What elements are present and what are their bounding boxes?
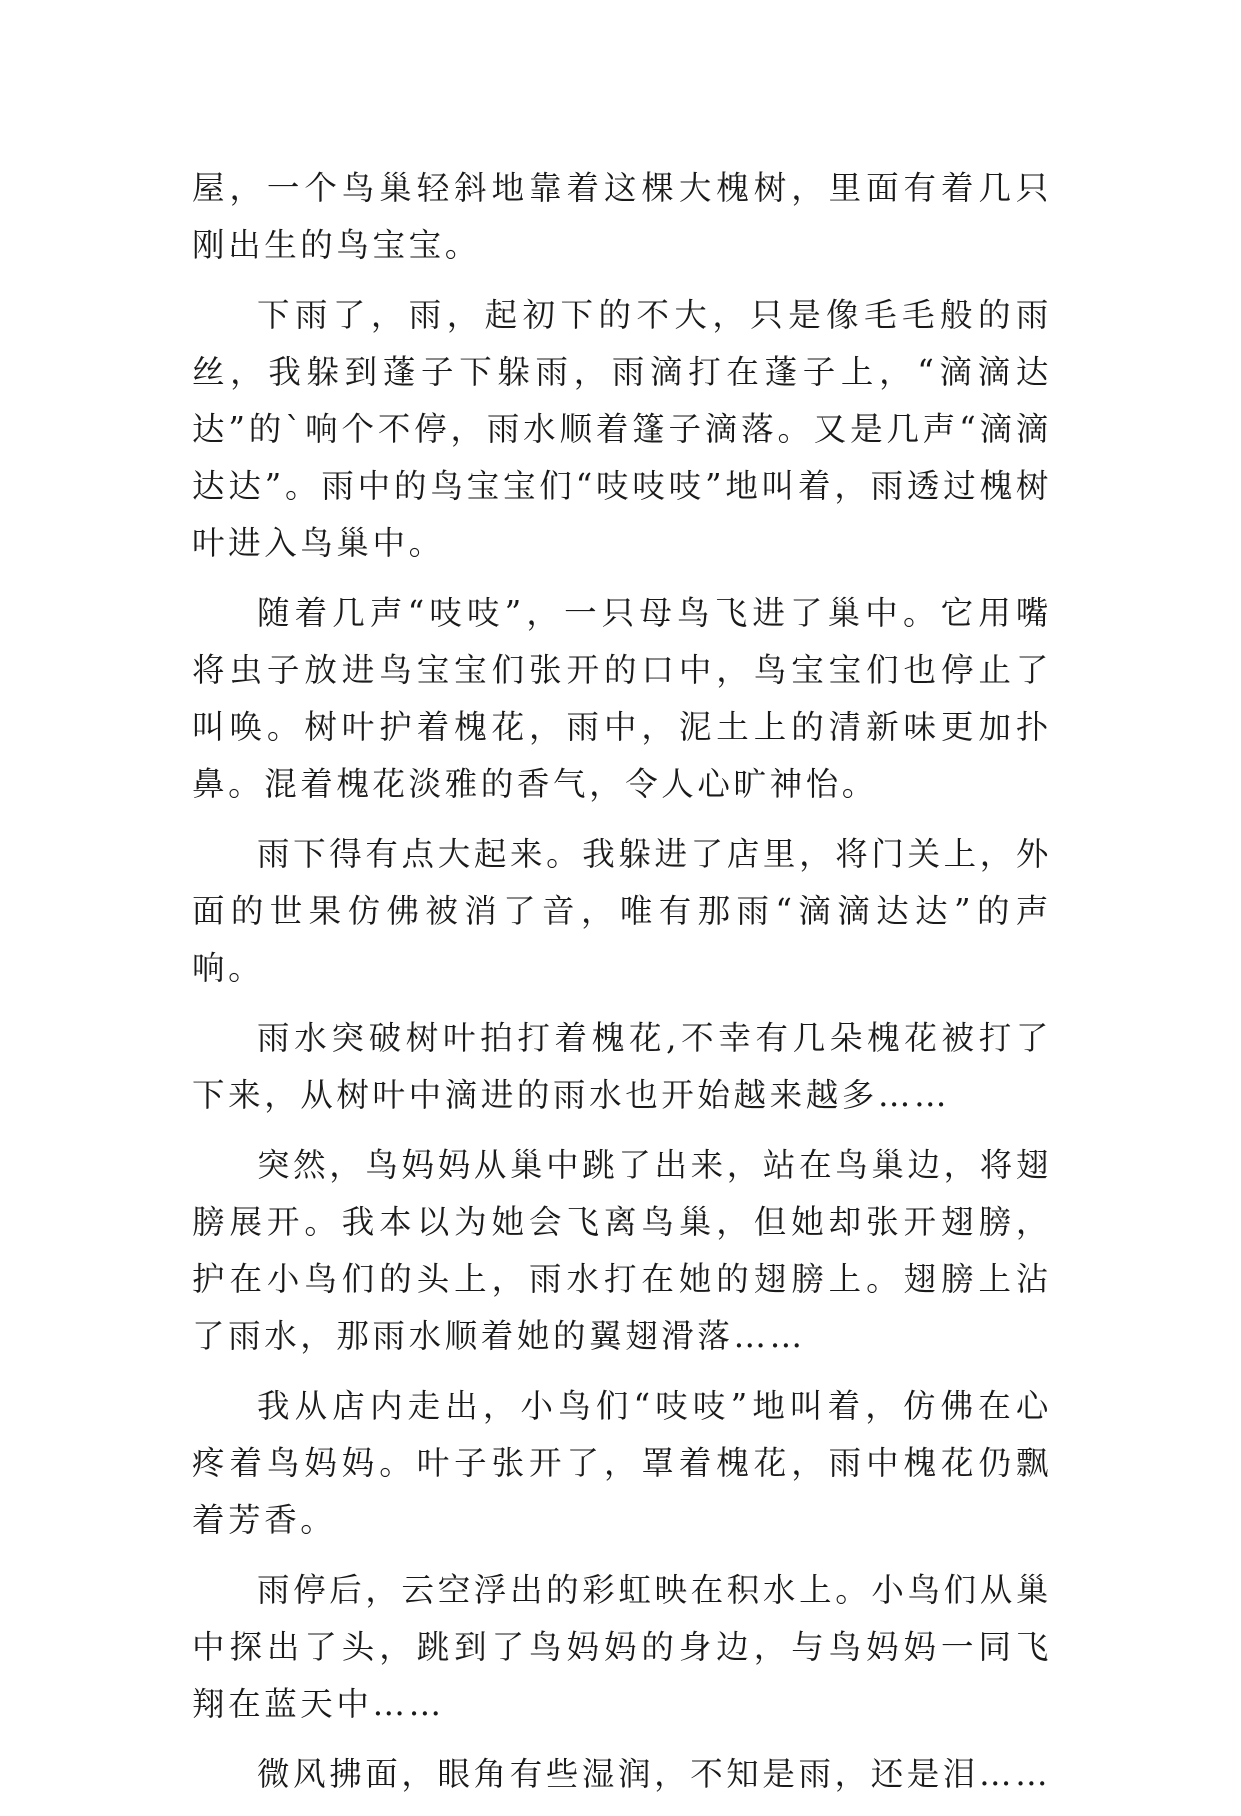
paragraph-7: 我从店内走出，小鸟们“吱吱”地叫着，仿佛在心疼着鸟妈妈。叶子张开了，罩着槐花，雨中槐花仍飘着芳香。	[192, 1387, 1052, 1539]
paragraph-9: 微风拂面，眼角有些湿润，不知是雨，还是泪……	[257, 1755, 1052, 1793]
paragraph-1: 屋，一个鸟巢轻斜地靠着这棵大槐树，里面有着几只刚出生的鸟宝宝。	[192, 169, 1052, 264]
body-text	[192, 160, 1052, 1816]
paragraph-3: 随着几声“吱吱”，一只母鸟飞进了巢中。它用嘴将虫子放进鸟宝宝们张开的口中，鸟宝宝们也停止了叫唤。树叶护着槐花，雨中，泥土上的清新味更加扑鼻。混着槐花淡雅的香气，令人心旷神怡。	[192, 594, 1052, 803]
paragraph-5: 雨水突破树叶拍打着槐花,不幸有几朵槐花被打了下来，从树叶中滴进的雨水也开始越来越多……	[192, 1019, 1052, 1114]
paragraph-8: 雨停后，云空浮出的彩虹映在积水上。小鸟们从巢中探出了头，跳到了鸟妈妈的身边，与鸟妈妈一同飞翔在蓝天中……	[192, 1571, 1052, 1723]
paragraph-2: 下雨了，雨，起初下的不大，只是像毛毛般的雨丝，我躲到蓬子下躲雨，雨滴打在蓬子上，“滴滴达达”的`响个不停，雨水顺着篷子滴落。又是几声“滴滴达达”。雨中的鸟宝宝们“吱吱吱”地叫着，雨透过槐树叶进入鸟巢中。	[192, 296, 1052, 562]
paragraph-4: 雨下得有点大起来。我躲进了店里，将门关上，外面的世果仿佛被消了音，唯有那雨“滴滴达达”的声响。	[192, 835, 1052, 987]
paragraph-6: 突然，鸟妈妈从巢中跳了出来，站在鸟巢边，将翅膀展开。我本以为她会飞离鸟巢，但她却张开翅膀，护在小鸟们的头上，雨水打在她的翅膀上。翅膀上沾了雨水，那雨水顺着她的翼翅滑落……	[192, 1146, 1052, 1355]
